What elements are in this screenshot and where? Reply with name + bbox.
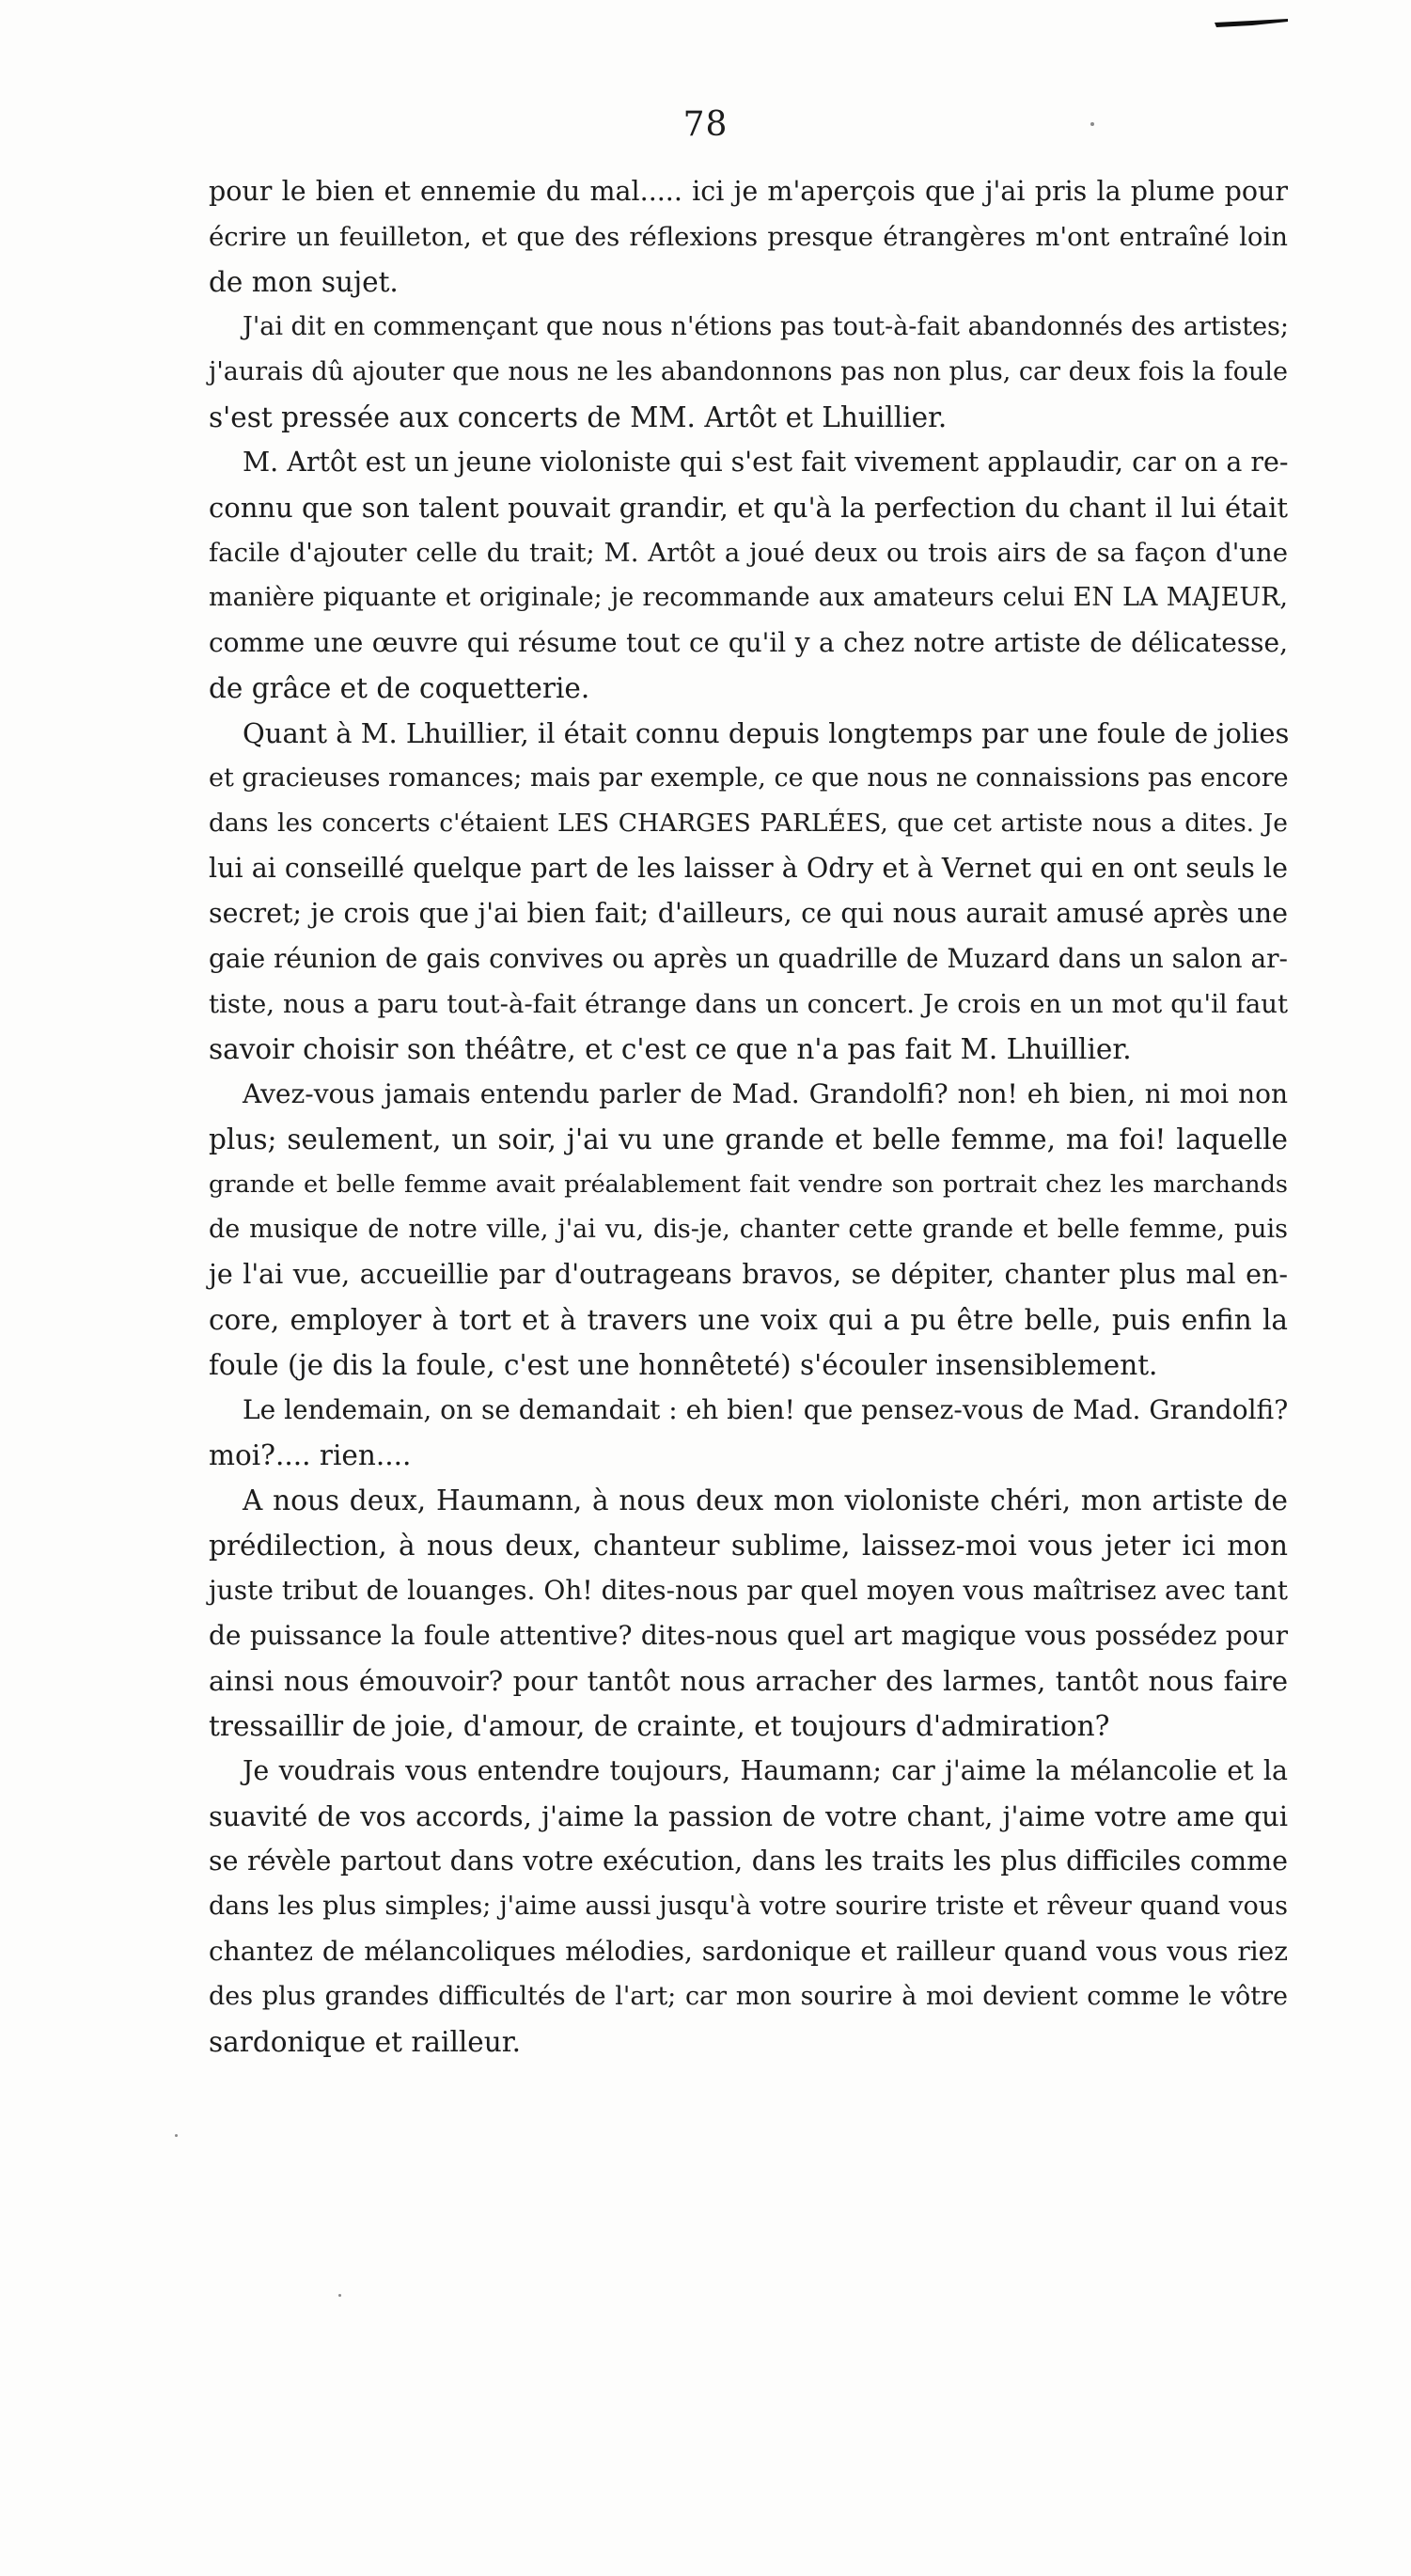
text-line: grande et belle femme avait préalablement fait vendre son portrait chez les marchands <box>209 1170 1288 1199</box>
text-line: savoir choisir son théâtre, et c'est ce que n'a pas fait M. Lhuillier. <box>209 1033 1132 1065</box>
text-line: de musique de notre ville, j'ai vu, dis-je, chanter cette grande et belle femme, puis <box>209 1215 1288 1244</box>
text-line: sardonique et railleur. <box>209 2026 522 2058</box>
text-line: chantez de mélancoliques mélodies, sardonique et railleur quand vous vous riez <box>209 1936 1288 1967</box>
ink-mark-icon <box>1215 17 1290 32</box>
text-line: des plus grandes difficultés de l'art; car mon sourire à moi devient comme le vôtre <box>209 1982 1288 2011</box>
text-line: core, employer à tort et à travers une voix qui a pu être belle, puis enfin la <box>209 1304 1288 1336</box>
text-line: de grâce et de coquetterie. <box>209 672 590 704</box>
text-line: écrire un feuilleton, et que des réflexions presque étrangères m'ont entraîné loin <box>209 222 1288 252</box>
text-line: de mon sujet. <box>209 266 399 298</box>
text-line: dans les concerts c'étaient LES CHARGES PARLÉES, que cet artiste nous a dites. Je <box>209 809 1288 838</box>
text-line: suavité de vos accords, j'aime la passion de votre chant, j'aime votre ame qui <box>209 1800 1288 1832</box>
text-line: Le lendemain, on se demandait : eh bien! que pensez-vous de Mad. Grandolfi? <box>243 1394 1289 1425</box>
text-line: juste tribut de louanges. Oh! dites-nous par quel moyen vous maîtrisez avec tant <box>209 1575 1288 1606</box>
body-text <box>209 169 1288 2065</box>
text-line: moi?.... rien.... <box>209 1439 412 1471</box>
text-line: et gracieuses romances; mais par exemple, ce que nous ne connaissions pas encore <box>209 763 1289 793</box>
text-line: plus; seulement, un soir, j'ai vu une grande et belle femme, ma foi! laquelle <box>209 1123 1288 1155</box>
text-line: M. Artôt est un jeune violoniste qui s'est fait vivement applaudir, car on a re- <box>243 447 1289 478</box>
paragraph <box>209 1072 1288 1388</box>
paragraph <box>209 1749 1288 2065</box>
text-line: lui ai conseillé quelque part de les laisser à Odry et à Vernet qui en ont seuls le <box>209 853 1288 884</box>
text-line: Avez-vous jamais entendu parler de Mad. Grandolfi? non! eh bien, ni moi non <box>243 1078 1288 1109</box>
text-line: foule (je dis la foule, c'est une honnêteté) s'écouler insensiblement. <box>209 1349 1158 1381</box>
text-line: connu que son talent pouvait grandir, et qu'à la perfection du chant il lui était <box>209 492 1288 524</box>
text-line: se révèle partout dans votre exécution, dans les traits les plus difficiles comme <box>209 1846 1288 1877</box>
ink-speck <box>338 2294 341 2297</box>
paragraph <box>209 1388 1288 1478</box>
page-number: 78 <box>682 105 729 144</box>
text-line: facile d'ajouter celle du trait; M. Artôt a joué deux ou trois airs de sa façon d'une <box>209 538 1288 568</box>
text-line: manière piquante et originale; je recommande aux amateurs celui EN LA MAJEUR, <box>209 583 1288 612</box>
text-line: prédilection, à nous deux, chanteur sublime, laissez-moi vous jeter ici mon <box>209 1530 1288 1562</box>
text-line: Quant à M. Lhuillier, il était connu depuis longtemps par une foule de jolies <box>243 717 1290 749</box>
text-line: j'aurais dû ajouter que nous ne les abandonnons pas non plus, car deux fois la foule <box>209 357 1288 386</box>
paragraph <box>209 305 1288 440</box>
text-line: J'ai dit en commençant que nous n'étions pas tout-à-fait abandonnés des artistes; <box>243 312 1290 341</box>
text-line: comme une œuvre qui résume tout ce qu'il y a chez notre artiste de délicatesse, <box>209 627 1288 658</box>
text-line: ainsi nous émouvoir? pour tantôt nous arracher des larmes, tantôt nous faire <box>209 1665 1288 1697</box>
text-line: dans les plus simples; j'aime aussi jusqu'à votre sourire triste et rêveur quand vous <box>209 1892 1288 1921</box>
text-line: A nous deux, Haumann, à nous deux mon violoniste chéri, mon artiste de <box>243 1484 1288 1516</box>
paragraph <box>209 169 1288 305</box>
text-line: de puissance la foule attentive? dites-nous quel art magique vous possédez pour <box>209 1620 1288 1651</box>
paragraph <box>209 711 1288 1072</box>
ink-speck <box>175 2134 178 2137</box>
paragraph <box>209 1478 1288 1749</box>
paragraph <box>209 440 1288 711</box>
text-line: je l'ai vue, accueillie par d'outrageans bravos, se dépiter, chanter plus mal en- <box>209 1259 1288 1290</box>
text-line: tressaillir de joie, d'amour, de crainte, et toujours d'admiration? <box>209 1710 1110 1742</box>
text-line: gaie réunion de gais convives ou après un quadrille de Muzard dans un salon ar- <box>209 943 1288 974</box>
text-line: s'est pressée aux concerts de MM. Artôt et Lhuillier. <box>209 401 948 433</box>
text-line: Je voudrais vous entendre toujours, Haumann; car j'aime la mélancolie et la <box>243 1755 1288 1786</box>
text-line: tiste, nous a paru tout-à-fait étrange dans un concert. Je crois en un mot qu'il faut <box>209 989 1288 1019</box>
text-line: pour le bien et ennemie du mal..... ici je m'aperçois que j'ai pris la plume pour <box>209 176 1288 207</box>
text-line: secret; je crois que j'ai bien fait; d'ailleurs, ce qui nous aurait amusé après une <box>209 898 1288 929</box>
